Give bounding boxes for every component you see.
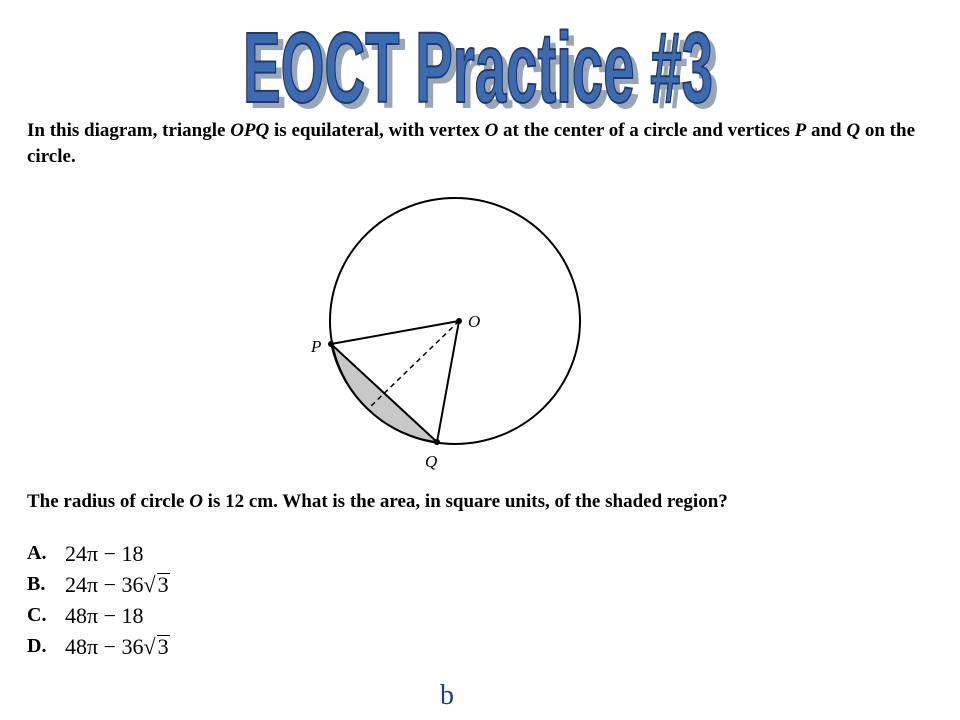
choice-b[interactable] [27,569,427,600]
point-p [328,341,334,347]
choice-letter: A. [27,542,47,564]
choice-letter: B. [27,573,46,595]
vertex-p: P [794,120,807,141]
answer-choices [27,538,427,662]
sqrt-symbol: √ [143,633,156,659]
question-text-part: In this diagram, triangle [27,120,231,141]
question-prompt-part: is 12 cm. What is the area, in square units, of the shaded region? [202,491,728,512]
choice-letter: D. [27,635,47,657]
radicand: 3 [157,634,169,659]
circle-name: O [189,491,203,512]
choice-expression: 48π − 36 [65,633,144,659]
point-o [456,318,462,324]
question-text-part: at the center of a circle and vertices [498,120,795,141]
label-o: O [468,312,481,331]
slide-title-text: EOCT Practice #3 [243,12,713,118]
label-p: P [311,337,322,356]
side-oq [437,321,459,442]
slide-title-shadow: EOCT Practice #3 [249,18,719,118]
choice-expression: 48π − 18 [65,602,144,628]
question-prompt [27,489,947,515]
radicand: 3 [157,572,169,597]
question-text-part: and [806,120,847,141]
choice-expression: 24π − 18 [65,540,144,566]
choice-a[interactable] [27,538,427,569]
choice-letter: C. [27,604,47,626]
circle-diagram [300,190,620,480]
sqrt-symbol: √ [143,571,156,597]
choice-expression: 24π − 36 [65,571,144,597]
label-q: Q [425,452,438,471]
answer-text: b [440,680,454,711]
slide-title [0,8,960,118]
choice-d[interactable] [27,631,427,662]
question-prompt-part: The radius of circle [27,491,190,512]
point-q [434,439,440,445]
vertex-q: Q [846,120,861,141]
question-text-part: on the circle. [27,120,916,167]
question-text-part: is equilateral, with vertex [269,120,485,141]
vertex-o: O [484,120,499,141]
triangle-name: OPQ [230,120,270,141]
question-text [27,118,927,170]
choice-c[interactable] [27,600,427,631]
